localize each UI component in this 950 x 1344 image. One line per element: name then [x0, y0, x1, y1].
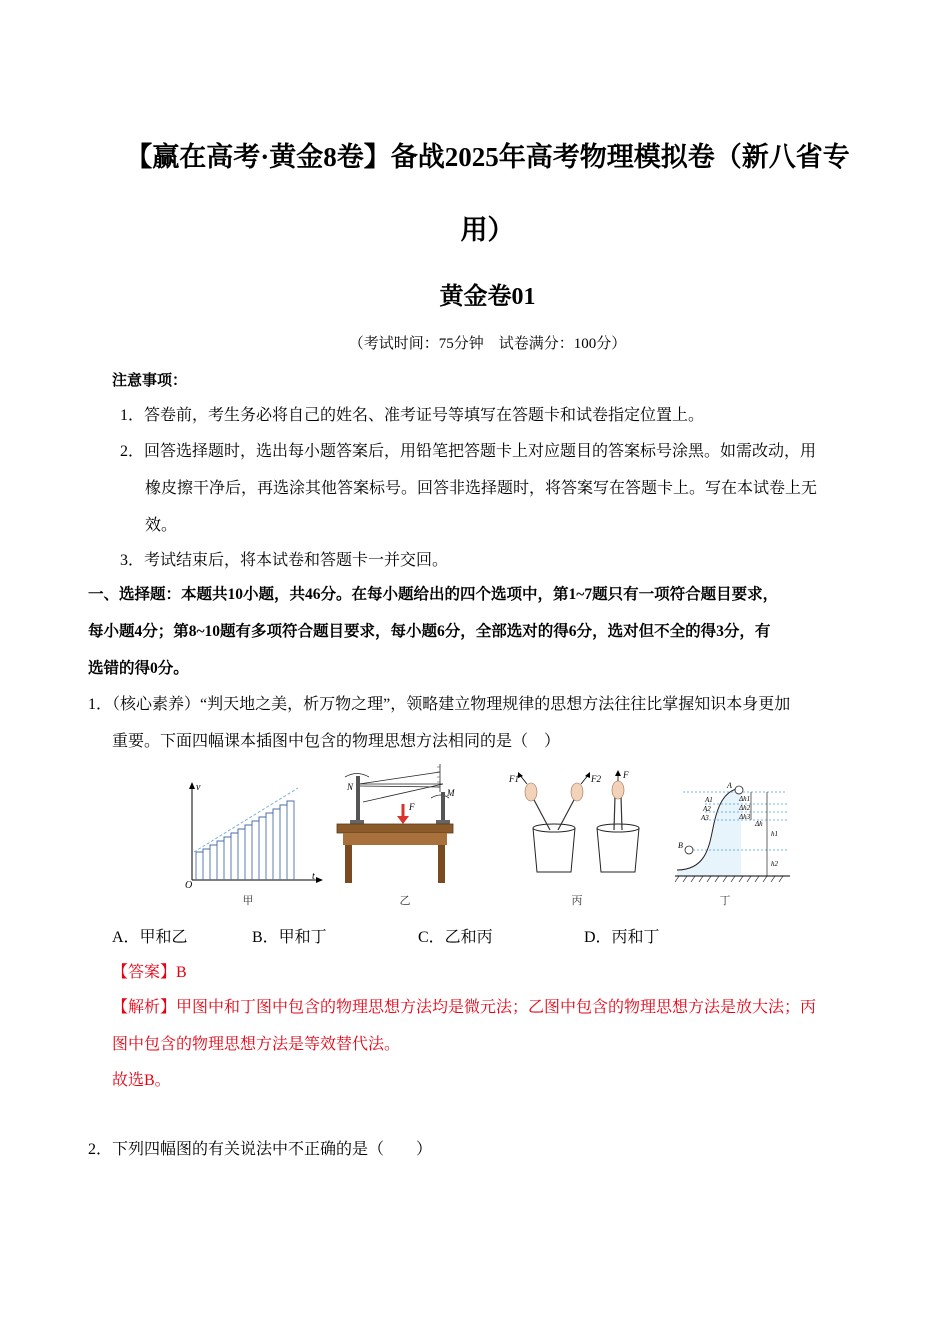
yi-m-label: M	[447, 788, 455, 798]
ding-h1-label: h1	[771, 830, 778, 838]
q1-stem-line-2: 重要。下面四幅课本插图中包含的物理思想方法相同的是（ ）	[112, 733, 561, 750]
section-1-line-1: 一、选择题：本题共10小题，共46分。在每小题给出的四个选项中，第1~7题只有一项符合题目要求，	[88, 586, 779, 603]
exam-info: （考试时间：75分钟 试卷满分：100分）	[348, 336, 627, 352]
bing-f-label: F	[623, 770, 629, 780]
ding-a3-label: A3	[701, 814, 709, 822]
ding-a2-label: A2	[703, 805, 711, 813]
jia-origin-label: O	[185, 880, 193, 890]
paper-title-line1: 【赢在高考·黄金8卷】备战2025年高考物理模拟卷（新八省专	[125, 142, 850, 172]
q1-conclusion: 故选B。	[112, 1072, 171, 1089]
notice-item-3: 3．考试结束后，将本试卷和答题卡一并交回。	[120, 552, 449, 569]
ding-h2-label: h2	[771, 860, 778, 868]
figure-caption-jia: 甲	[242, 895, 254, 907]
q1-option-b: B．甲和丁	[252, 929, 327, 946]
bing-f2-label: F2	[591, 774, 601, 784]
jia-v-label: v	[196, 782, 201, 793]
ding-dh2-label: Δh2	[739, 804, 751, 812]
ding-b-label: B	[678, 841, 683, 850]
bing-f1-label: F1	[509, 774, 519, 784]
section-1-line-3: 选错的得0分。	[88, 660, 189, 677]
notice-heading: 注意事项：	[112, 373, 188, 389]
figure-caption-ding: 丁	[719, 895, 731, 907]
figure-jia-vt-graph	[180, 780, 325, 890]
figure-caption-yi: 乙	[399, 895, 411, 907]
figure-ding-slope	[675, 778, 795, 886]
jia-t-label: t	[312, 871, 315, 882]
q1-stem-line-1: 1．（核心素养）“判天地之美，析万物之理”，领略建立物理规律的思想方法往往比掌握知识本身更加	[88, 696, 791, 713]
ding-dh-label: Δh	[755, 820, 763, 828]
q2-stem: 2．下列四幅图的有关说法中不正确的是（ ）	[88, 1141, 433, 1158]
section-1-line-2: 每小题4分；第8~10题有多项符合题目要求，每小题6分，全部选对的得6分，选对但不全的得3分，有	[88, 623, 771, 640]
ding-dh3-label: Δh3	[739, 813, 751, 821]
q1-option-a: A．甲和乙	[112, 929, 188, 946]
figure-bing-buckets	[505, 770, 645, 880]
notice-item-2-line-3: 效。	[145, 517, 178, 534]
q1-analysis-line-1: 【解析】甲图中和丁图中包含的物理思想方法均是微元法；乙图中包含的物理思想方法是放大法；丙	[112, 999, 817, 1016]
ding-a-label: A	[727, 781, 732, 790]
figure-yi-mirror-table	[335, 762, 455, 887]
q1-option-d: D．丙和丁	[584, 929, 660, 946]
q1-analysis-line-2: 图中包含的物理思想方法是等效替代法。	[112, 1036, 401, 1053]
notice-item-2-line-2: 橡皮擦干净后，再选涂其他答案标号。回答非选择题时，将答案写在答题卡上。写在本试卷上无	[145, 480, 818, 497]
q1-option-c: C．乙和丙	[418, 929, 493, 946]
ding-dh1-label: Δh1	[739, 795, 751, 803]
notice-item-2-line-1: 2．回答选择题时，选出每小题答案后，用铅笔把答题卡上对应题目的答案标号涂黑。如需改动，用	[120, 443, 817, 460]
notice-item-1: 1．答卷前，考生务必将自己的姓名、准考证号等填写在答题卡和试卷指定位置上。	[120, 407, 705, 424]
ding-a1-label: A1	[705, 796, 713, 804]
figure-caption-bing: 丙	[571, 895, 583, 907]
paper-subtitle: 黄金卷01	[439, 284, 536, 310]
yi-f-label: F	[409, 802, 415, 812]
q1-answer: 【答案】B	[112, 964, 187, 981]
paper-title-line2: 用）	[460, 215, 515, 245]
yi-n-label: N	[347, 782, 354, 792]
